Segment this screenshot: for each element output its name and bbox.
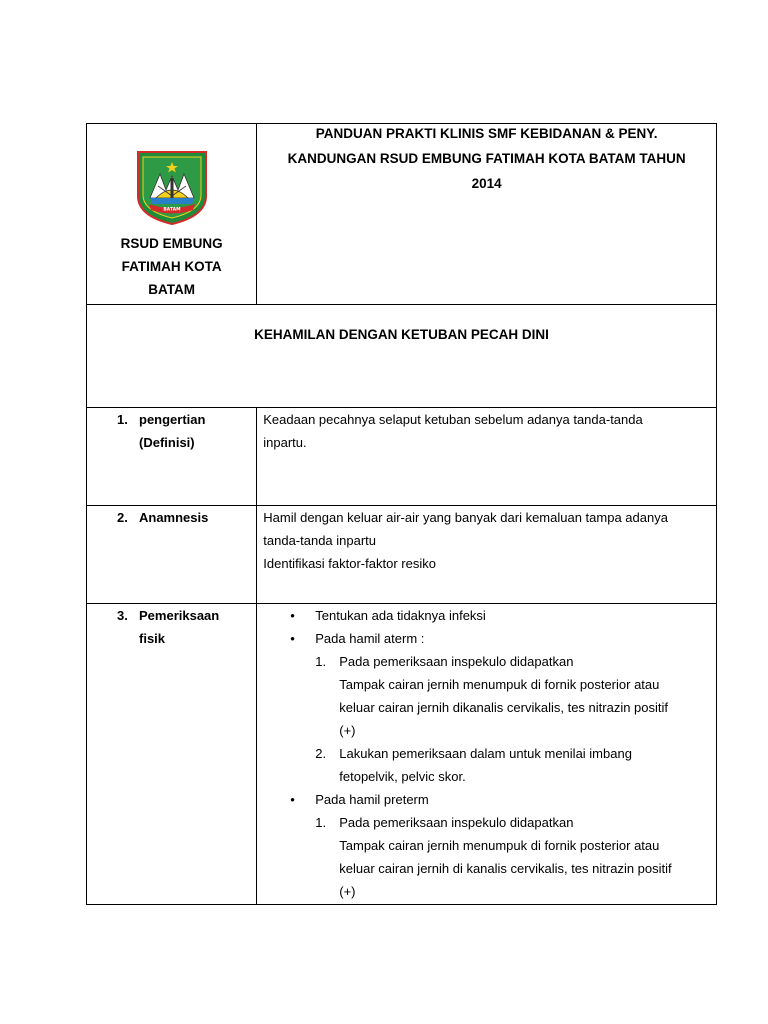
section-body [257, 604, 716, 903]
title-cell [257, 124, 717, 305]
bullet-text: Pada hamil aterm : [315, 631, 425, 646]
section-body-cell [257, 604, 717, 905]
section-row-pemeriksaan-fisik [87, 604, 717, 905]
header-row [87, 124, 717, 305]
title-line: PANDUAN PRAKTI KLINIS SMF KEBIDANAN & PENY. [315, 126, 658, 141]
bullet-text: Tentukan ada tidaknya infeksi [315, 608, 486, 623]
item-number: 1. [315, 815, 327, 830]
hospital-name [87, 232, 256, 301]
item-number: 1. [315, 654, 327, 669]
topic-cell [87, 305, 717, 408]
bullet-item [263, 627, 712, 650]
hospital-name-line: RSUD EMBUNG [120, 236, 223, 251]
item-number: 2. [315, 746, 327, 761]
section-number: 1. [117, 412, 128, 427]
section-label [87, 604, 256, 650]
numbered-item [263, 650, 712, 673]
section-label-line: (Definisi) [139, 435, 195, 450]
title-line: 2014 [471, 176, 502, 191]
item-continuation: (+) [339, 884, 356, 899]
emblem-icon [132, 146, 212, 226]
section-label-line: Pemeriksaan [139, 608, 220, 623]
body-line: tanda-tanda inpartu [263, 533, 377, 548]
hospital-name-line: BATAM [148, 282, 195, 297]
section-body-cell [257, 506, 717, 604]
section-label-line: pengertian [139, 412, 206, 427]
item-text: Lakukan pemeriksaan dalam untuk menilai imbang [339, 746, 632, 761]
section-label-line: fisik [139, 631, 166, 646]
item-continuation: keluar cairan jernih di kanalis cervikalis, tes nitrazin positif [339, 861, 672, 876]
body-line: Keadaan pecahnya selaput ketuban sebelum adanya tanda-tanda [263, 412, 643, 427]
topic-row [87, 305, 717, 408]
bullet-item [263, 604, 712, 627]
emblem-ribbon-text: BATAM [163, 207, 181, 213]
bullet-icon: • [290, 631, 295, 646]
section-label-cell [87, 408, 257, 506]
section-row-definisi [87, 408, 717, 506]
section-label-cell [87, 604, 257, 905]
bullet-text: Pada hamil preterm [315, 792, 429, 807]
title-line: KANDUNGAN RSUD EMBUNG FATIMAH KOTA BATAM TAHUN [287, 151, 686, 166]
section-label [87, 408, 256, 454]
sop-table [86, 123, 717, 905]
item-text: Pada pemeriksaan inspekulo didapatkan [339, 815, 574, 830]
item-continuation: (+) [339, 723, 356, 738]
topic-title: KEHAMILAN DENGAN KETUBAN PECAH DINI [254, 327, 549, 342]
body-line: Identifikasi faktor-faktor resiko [263, 556, 436, 571]
section-body [257, 506, 716, 575]
batam-emblem-logo [132, 146, 212, 226]
bullet-item [263, 788, 712, 811]
section-label [87, 506, 256, 529]
hospital-cell [87, 124, 257, 305]
section-row-anamnesis [87, 506, 717, 604]
section-label-line: Anamnesis [139, 510, 209, 525]
section-number: 3. [117, 608, 128, 623]
hospital-name-line: FATIMAH KOTA [121, 259, 222, 274]
section-number: 2. [117, 510, 128, 525]
item-continuation: Tampak cairan jernih menumpuk di fornik posterior atau [339, 677, 660, 692]
item-continuation: fetopelvik, pelvic skor. [339, 769, 466, 784]
body-line: Hamil dengan keluar air-air yang banyak dari kemaluan tampa adanya [263, 510, 668, 525]
document-title [257, 121, 716, 196]
bullet-icon: • [290, 792, 295, 807]
item-continuation: Tampak cairan jernih menumpuk di fornik posterior atau [339, 838, 660, 853]
section-body-cell [257, 408, 717, 506]
item-text: Pada pemeriksaan inspekulo didapatkan [339, 654, 574, 669]
item-continuation: keluar cairan jernih dikanalis cervikalis, tes nitrazin positif [339, 700, 669, 715]
section-label-cell [87, 506, 257, 604]
numbered-item [263, 742, 712, 765]
section-body [257, 408, 716, 454]
numbered-item [263, 811, 712, 834]
bullet-icon: • [290, 608, 295, 623]
body-line: inpartu. [263, 435, 307, 450]
